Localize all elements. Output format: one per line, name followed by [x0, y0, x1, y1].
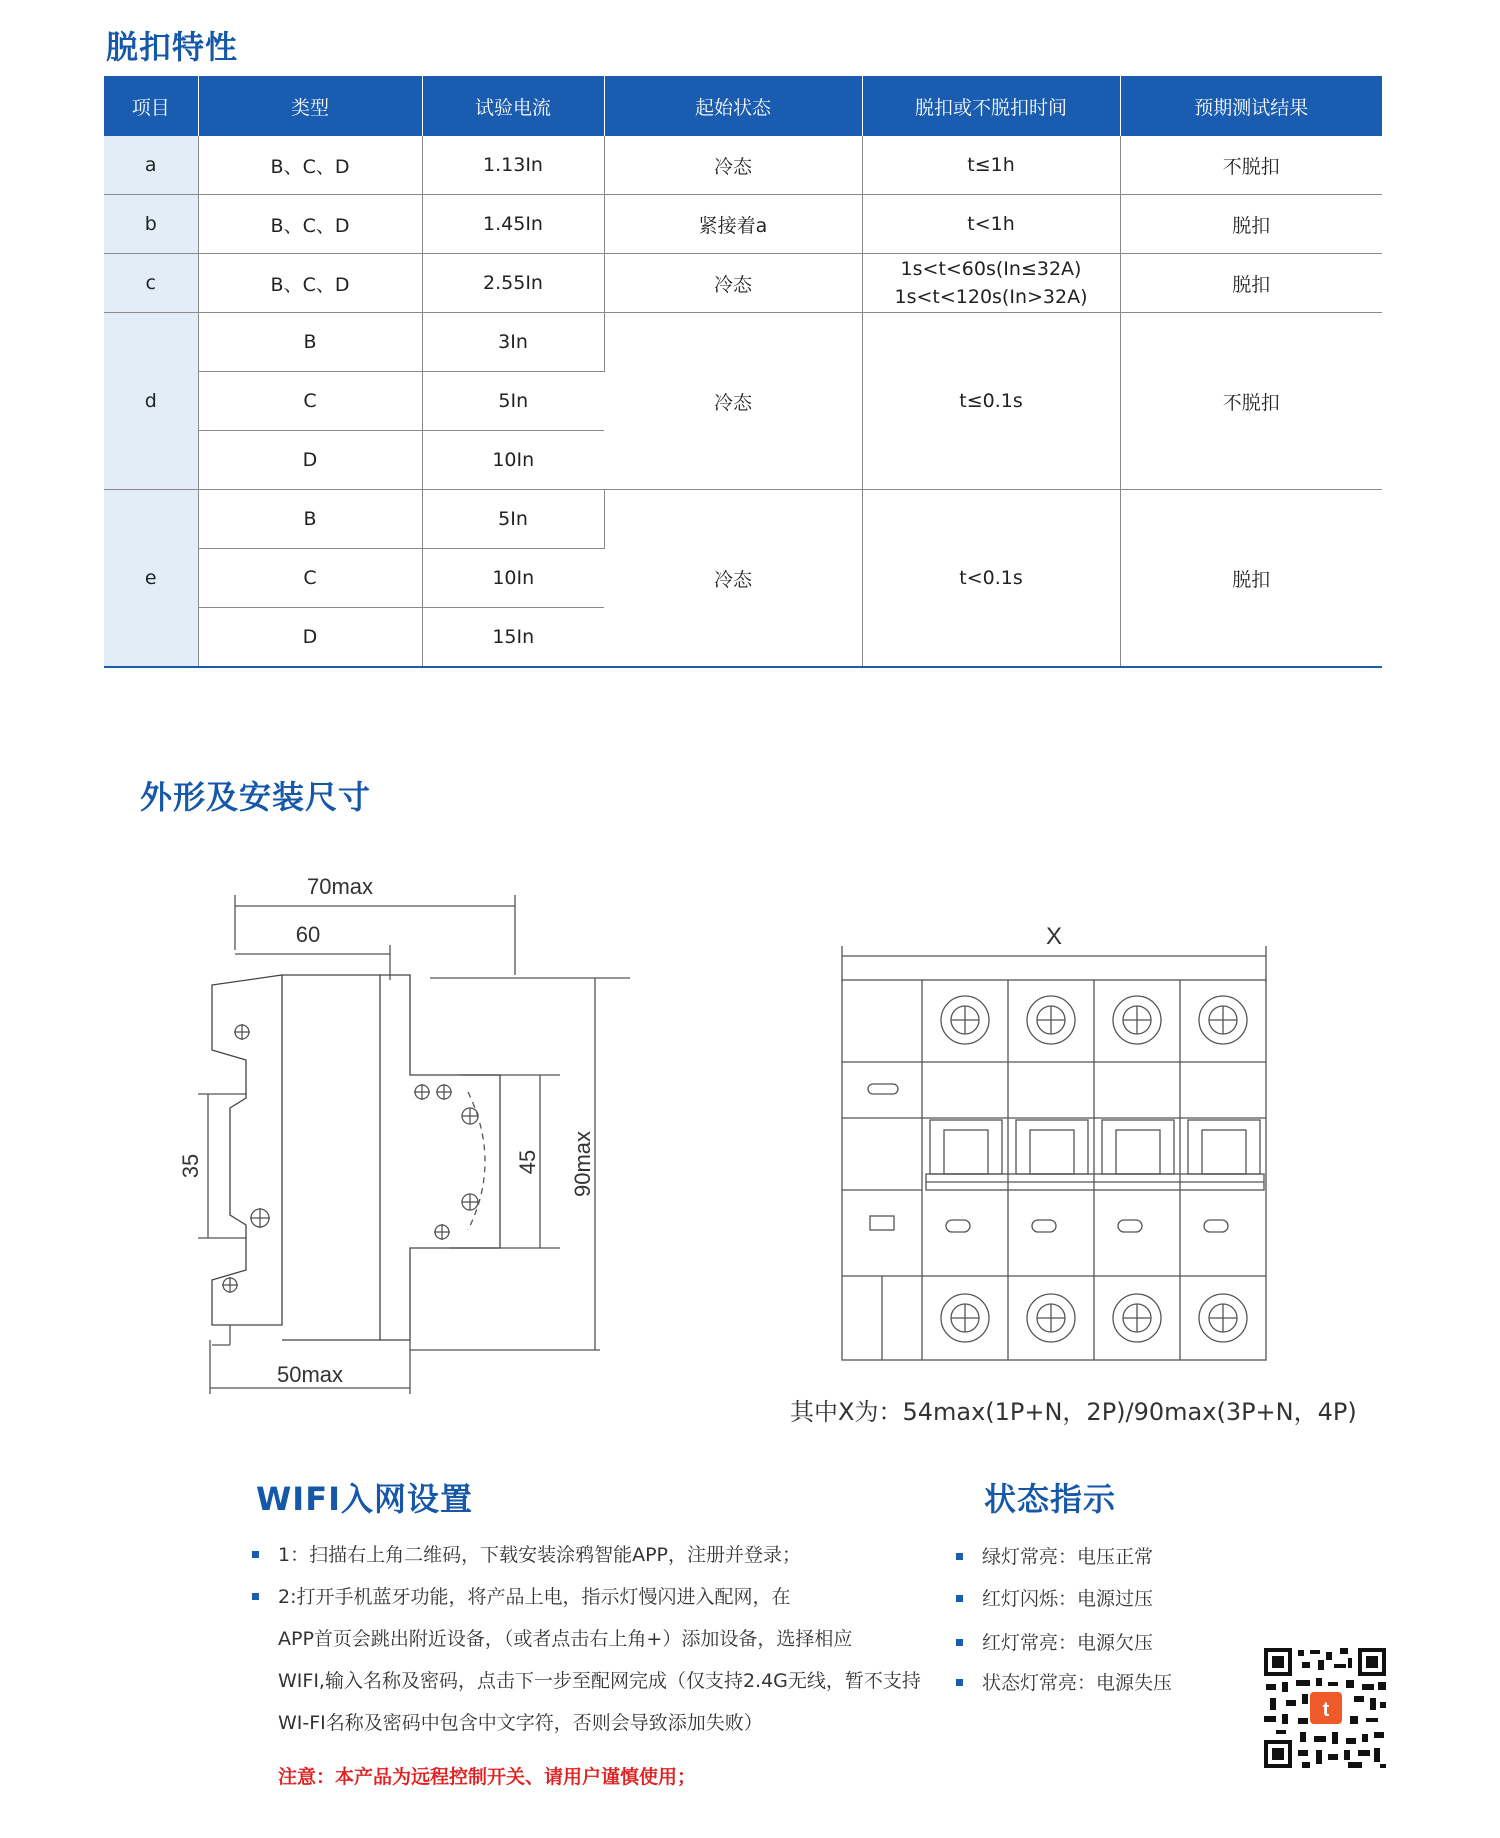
status-item: 绿灯常亮：电压正常 — [956, 1542, 1276, 1572]
dim-60: 60 — [295, 922, 321, 947]
table-header-row — [104, 76, 1382, 136]
header-time: 脱扣或不脱扣时间 — [862, 76, 1120, 136]
header-current: 试验电流 — [422, 76, 604, 136]
cell-time: t<0.1s — [862, 490, 1120, 668]
cell-result: 不脱扣 — [1120, 136, 1382, 195]
app-logo-letter: t — [1322, 1699, 1330, 1721]
front-view-drawing — [830, 920, 1290, 1390]
dim-45: 45 — [515, 1149, 540, 1175]
section-title-dimensions: 外形及安装尺寸 — [140, 778, 372, 816]
cell-time — [862, 254, 1120, 313]
wifi-step-2: 2:打开手机蓝牙功能，将产品上电，指示灯慢闪进入配网，在 — [252, 1582, 952, 1612]
cell-type: C — [198, 372, 422, 431]
cell-result: 不脱扣 — [1120, 313, 1382, 490]
wifi-step-2-line4: WI-FI名称及密码中包含中文字符，否则会导致添加失败） — [278, 1712, 763, 1734]
dim-70max: 70max — [306, 874, 374, 899]
header-start: 起始状态 — [604, 76, 862, 136]
section-title-wifi: WIFI入网设置 — [256, 1480, 473, 1518]
cell-item: d — [104, 313, 198, 490]
cell-time: t≤0.1s — [862, 313, 1120, 490]
cell-type: B、C、D — [198, 254, 422, 313]
header-result: 预期测试结果 — [1120, 76, 1382, 136]
qr-code[interactable] — [1262, 1646, 1388, 1770]
dim-x: X — [1045, 923, 1063, 950]
cell-item: c — [104, 254, 198, 313]
dim-90max: 90max — [570, 1130, 595, 1198]
cell-time-line1: 1s<t<60s(In≤32A) — [900, 258, 1082, 280]
table-row-e1 — [104, 490, 1382, 549]
cell-type: D — [198, 608, 422, 668]
cell-item: b — [104, 195, 198, 254]
dimension-note: 其中X为：54max(1P+N，2P)/90max(3P+N，4P) — [790, 1398, 1357, 1426]
cell-type: B、C、D — [198, 195, 422, 254]
cell-current: 1.45In — [422, 195, 604, 254]
cell-time-line2: 1s<t<120s(In>32A) — [894, 286, 1088, 308]
cell-current: 3In — [422, 313, 604, 372]
wifi-step-2-line2: APP首页会跳出附近设备，（或者点击右上角+）添加设备，选择相应 — [278, 1628, 853, 1650]
cell-time: t≤1h — [862, 136, 1120, 195]
cell-current: 10In — [422, 549, 604, 608]
header-type: 类型 — [198, 76, 422, 136]
wifi-step-1: 1：扫描右上角二维码，下载安装涂鸦智能APP，注册并登录； — [252, 1540, 952, 1570]
status-item: 状态灯常亮：电源失压 — [956, 1668, 1276, 1698]
cell-start: 冷态 — [604, 136, 862, 195]
cell-type: D — [198, 431, 422, 490]
cell-type: B — [198, 490, 422, 549]
side-view-drawing — [178, 870, 650, 1410]
cell-item: a — [104, 136, 198, 195]
trip-characteristics-table — [104, 76, 1382, 668]
section-title-status: 状态指示 — [984, 1480, 1117, 1518]
cell-time: t<1h — [862, 195, 1120, 254]
cell-start: 冷态 — [604, 254, 862, 313]
status-item: 红灯闪烁：电源过压 — [956, 1584, 1276, 1614]
cell-current: 1.13In — [422, 136, 604, 195]
dim-50max: 50max — [276, 1362, 344, 1387]
table-row-b — [104, 195, 1382, 254]
cell-current: 10In — [422, 431, 604, 490]
wifi-step-2-line3: WIFI,输入名称及密码，点击下一步至配网完成（仅支持2.4G无线，暂不支持 — [278, 1670, 921, 1692]
status-item: 红灯常亮：电源欠压 — [956, 1628, 1276, 1658]
table-row-d1 — [104, 313, 1382, 372]
cell-item: e — [104, 490, 198, 668]
cell-result: 脱扣 — [1120, 254, 1382, 313]
cell-start: 冷态 — [604, 313, 862, 490]
cell-current: 2.55In — [422, 254, 604, 313]
cell-type: B — [198, 313, 422, 372]
cell-current: 5In — [422, 490, 604, 549]
cell-result: 脱扣 — [1120, 195, 1382, 254]
table-row-a — [104, 136, 1382, 195]
cell-result: 脱扣 — [1120, 490, 1382, 668]
cell-start: 紧接着a — [604, 195, 862, 254]
dim-35: 35 — [178, 1153, 203, 1179]
header-item: 项目 — [104, 76, 198, 136]
section-title-trip: 脱扣特性 — [106, 28, 239, 66]
warning-text: 注意：本产品为远程控制开关、请用户谨慎使用； — [278, 1766, 697, 1788]
cell-current: 15In — [422, 608, 604, 668]
cell-start: 冷态 — [604, 490, 862, 668]
table-row-c — [104, 254, 1382, 313]
cell-type: B、C、D — [198, 136, 422, 195]
cell-type: C — [198, 549, 422, 608]
cell-current: 5In — [422, 372, 604, 431]
wifi-steps — [252, 1540, 952, 1738]
status-list — [956, 1542, 1276, 1698]
